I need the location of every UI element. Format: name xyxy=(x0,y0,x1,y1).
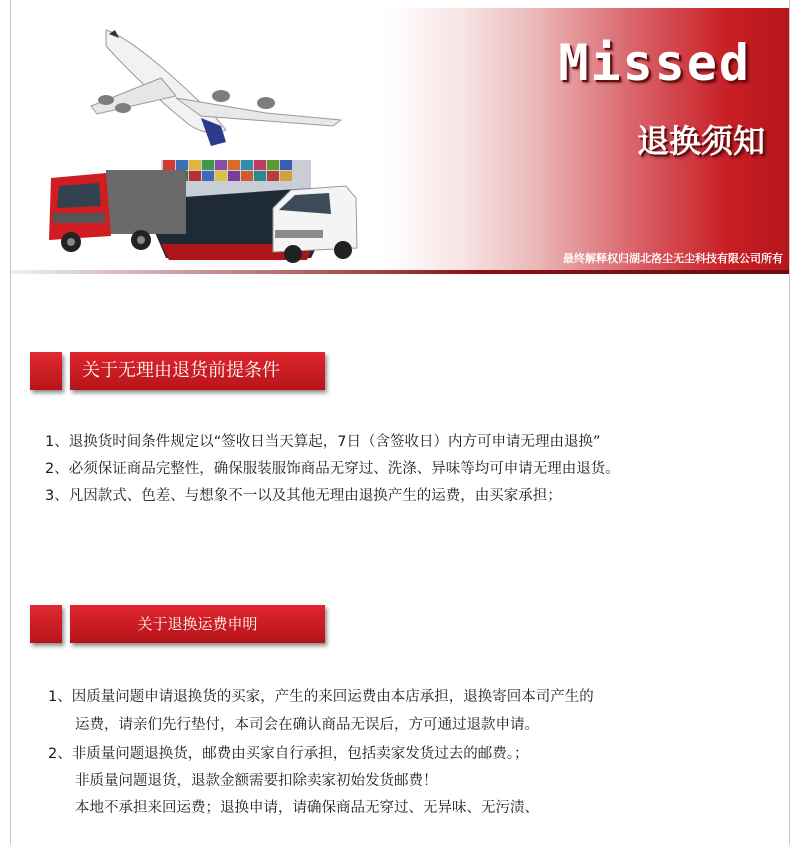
banner-subtitle: 退换须知 xyxy=(636,122,765,160)
airplane-icon xyxy=(91,30,341,146)
list-item: 2、必须保证商品完整性，确保服装服饰商品无穿过、洗涤、异味等均可申请无理由退货。 xyxy=(45,461,620,477)
section-marker xyxy=(30,352,62,390)
logistics-illustration xyxy=(11,8,431,272)
list-item: 1、退换货时间条件规定以“签收日当天算起，7日（含签收日）内方可申请无理由退换” xyxy=(45,434,601,450)
list-item: 非质量问题退货，退款金额需要扣除卖家初始发货邮费！ xyxy=(75,773,438,789)
list-item: 2、非质量问题退换货，邮费由买家自行承担，包括卖家发货过去的邮费。； xyxy=(48,746,529,762)
banner-divider xyxy=(11,270,789,274)
copyright-notice: 最终解释权归湖北洛尘无尘科技有限公司所有 xyxy=(563,252,783,265)
van-icon xyxy=(273,186,357,263)
section-title: 关于无理由退货前提条件 xyxy=(70,352,325,390)
list-item: 1、因质量问题申请退换货的买家，产生的来回运费由本店承担，退换寄回本司产生的 xyxy=(48,689,594,705)
list-item: 运费，请亲们先行垫付，本司会在确认商品无误后，方可通过退款申请。 xyxy=(75,717,539,733)
banner xyxy=(11,8,789,272)
section-marker xyxy=(30,605,62,643)
list-item: 3、凡因款式、色差、与想象不一以及其他无理由退换产生的运费，由买家承担； xyxy=(45,488,562,504)
brand-logo: Missed xyxy=(558,34,751,92)
section-title: 关于退换运费申明 xyxy=(70,605,325,643)
list-item: 本地不承担来回运费；退换申请，请确保商品无穿过、无异味、无污渍、 xyxy=(75,800,539,816)
